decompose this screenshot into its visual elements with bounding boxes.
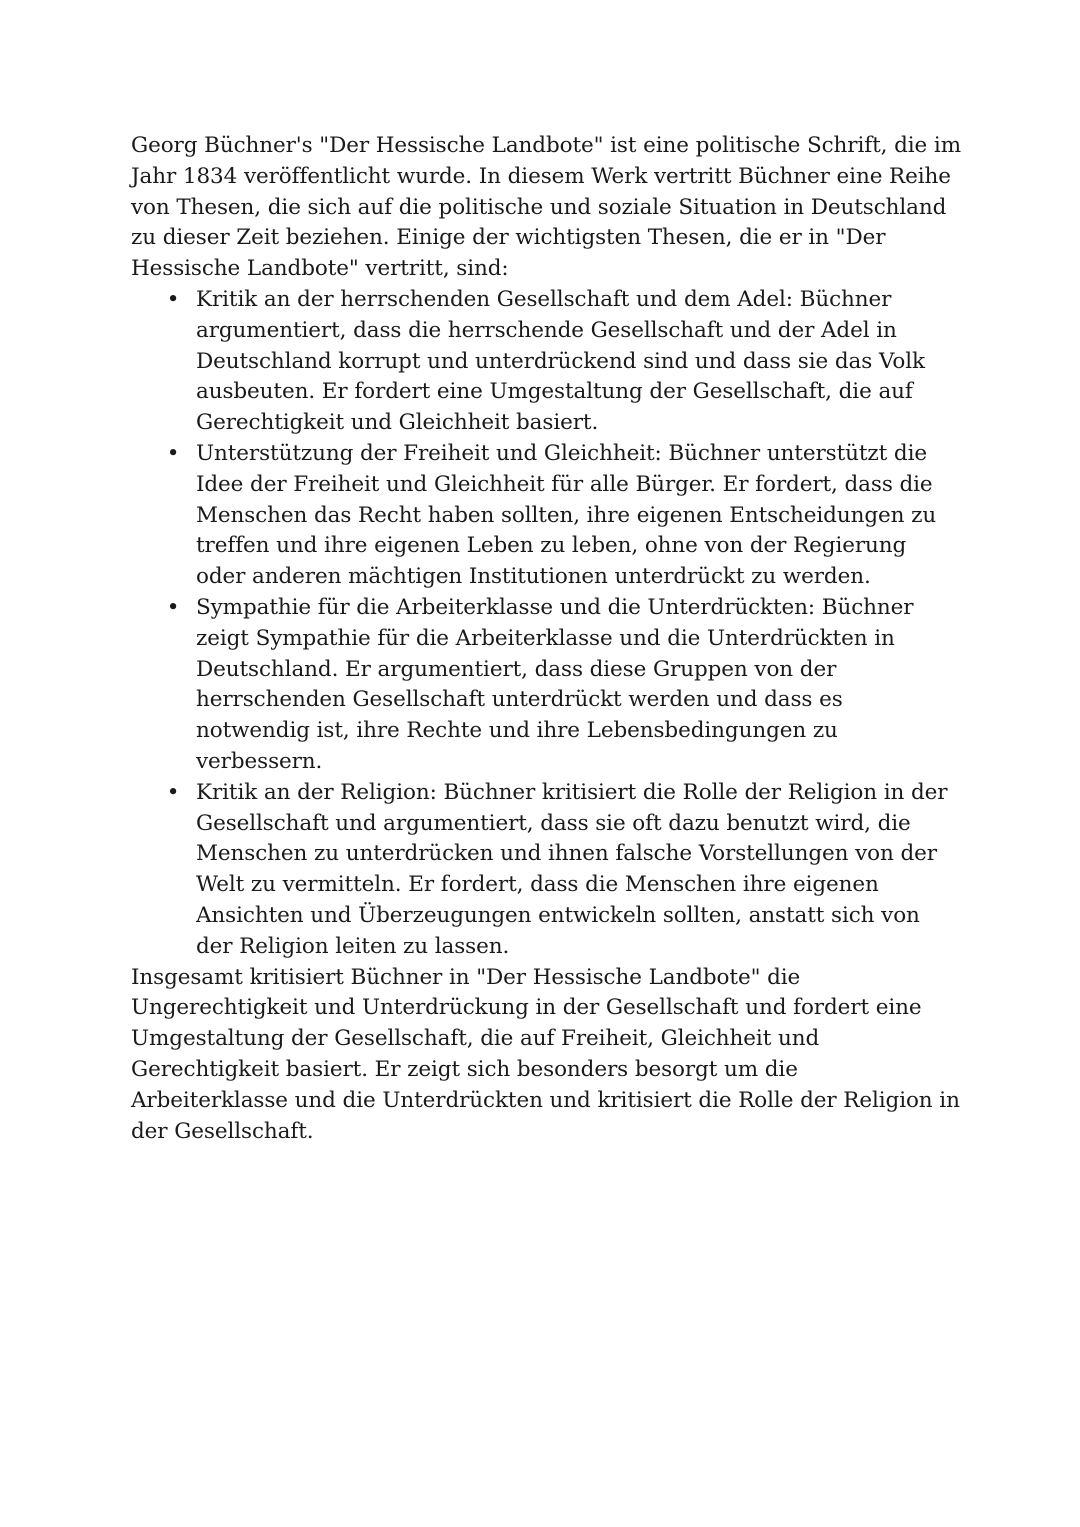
theses-list bbox=[131, 285, 961, 963]
thesis-text: Unterstützung der Freiheit und Gleichheit: Büchner unterstützt die Idee der Freiheit und Gleichheit für alle Bürger. Er fordert, dass die Menschen das Recht haben sollten, ihre eigenen Entscheidungen zu treffen und ihre eigenen Leben zu leben, ohne von der Regierung oder anderen mächtigen Institutionen unterdrückt zu werden. bbox=[196, 440, 937, 590]
document-body bbox=[131, 131, 961, 1147]
bullet-icon: • bbox=[166, 779, 180, 805]
conclusion-paragraph: Insgesamt kritisiert Büchner in "Der Hessische Landbote" die Ungerechtigkeit und Unterdrückung in der Gesellschaft und fordert eine Umgestaltung der Gesellschaft, die auf Freiheit, Gleichheit und Gerechtigkeit basiert. Er zeigt sich besonders besorgt um die Arbeiterklasse und die Unterdrückten und kritisiert die Rolle der Religion in der Gesellschaft. bbox=[131, 964, 960, 1144]
intro-paragraph: Georg Büchner's "Der Hessische Landbote" ist eine politische Schrift, die im Jahr 1834 veröffentlicht wurde. In diesem Werk vertritt Büchner eine Reihe von Thesen, die sich auf die politische und soziale Situation in Deutschland zu dieser Zeit beziehen. Einige der wichtigsten Thesen, die er in "Der Hessische Landbote" vertritt, sind: bbox=[131, 133, 961, 282]
list-item bbox=[131, 439, 961, 593]
bullet-icon: • bbox=[166, 594, 180, 620]
list-item bbox=[131, 778, 961, 963]
bullet-icon: • bbox=[166, 286, 180, 312]
list-item bbox=[131, 285, 961, 439]
list-item bbox=[131, 593, 961, 778]
thesis-text: Kritik an der Religion: Büchner kritisiert die Rolle der Religion in der Gesellschaft und argumentiert, dass sie oft dazu benutzt wird, die Menschen zu unterdrücken und ihnen falsche Vorstellungen von der Welt zu vermitteln. Er fordert, dass die Menschen ihre eigenen Ansichten und Überzeugungen entwickeln sollten, anstatt sich von der Religion leiten zu lassen. bbox=[196, 779, 948, 959]
thesis-text: Kritik an der herrschenden Gesellschaft und dem Adel: Büchner argumentiert, dass die herrschende Gesellschaft und der Adel in Deutschland korrupt und unterdrückend sind und dass sie das Volk ausbeuten. Er fordert eine Umgestaltung der Gesellschaft, die auf Gerechtigkeit und Gleichheit basiert. bbox=[196, 286, 925, 436]
bullet-icon: • bbox=[166, 440, 180, 466]
thesis-text: Sympathie für die Arbeiterklasse und die Unterdrückten: Büchner zeigt Sympathie für die Arbeiterklasse und die Unterdrückten in Deutschland. Er argumentiert, dass diese Gruppen von der herrschenden Gesellschaft unterdrückt werden und dass es notwendig ist, ihre Rechte und ihre Lebensbedingungen zu verbessern. bbox=[196, 594, 914, 774]
